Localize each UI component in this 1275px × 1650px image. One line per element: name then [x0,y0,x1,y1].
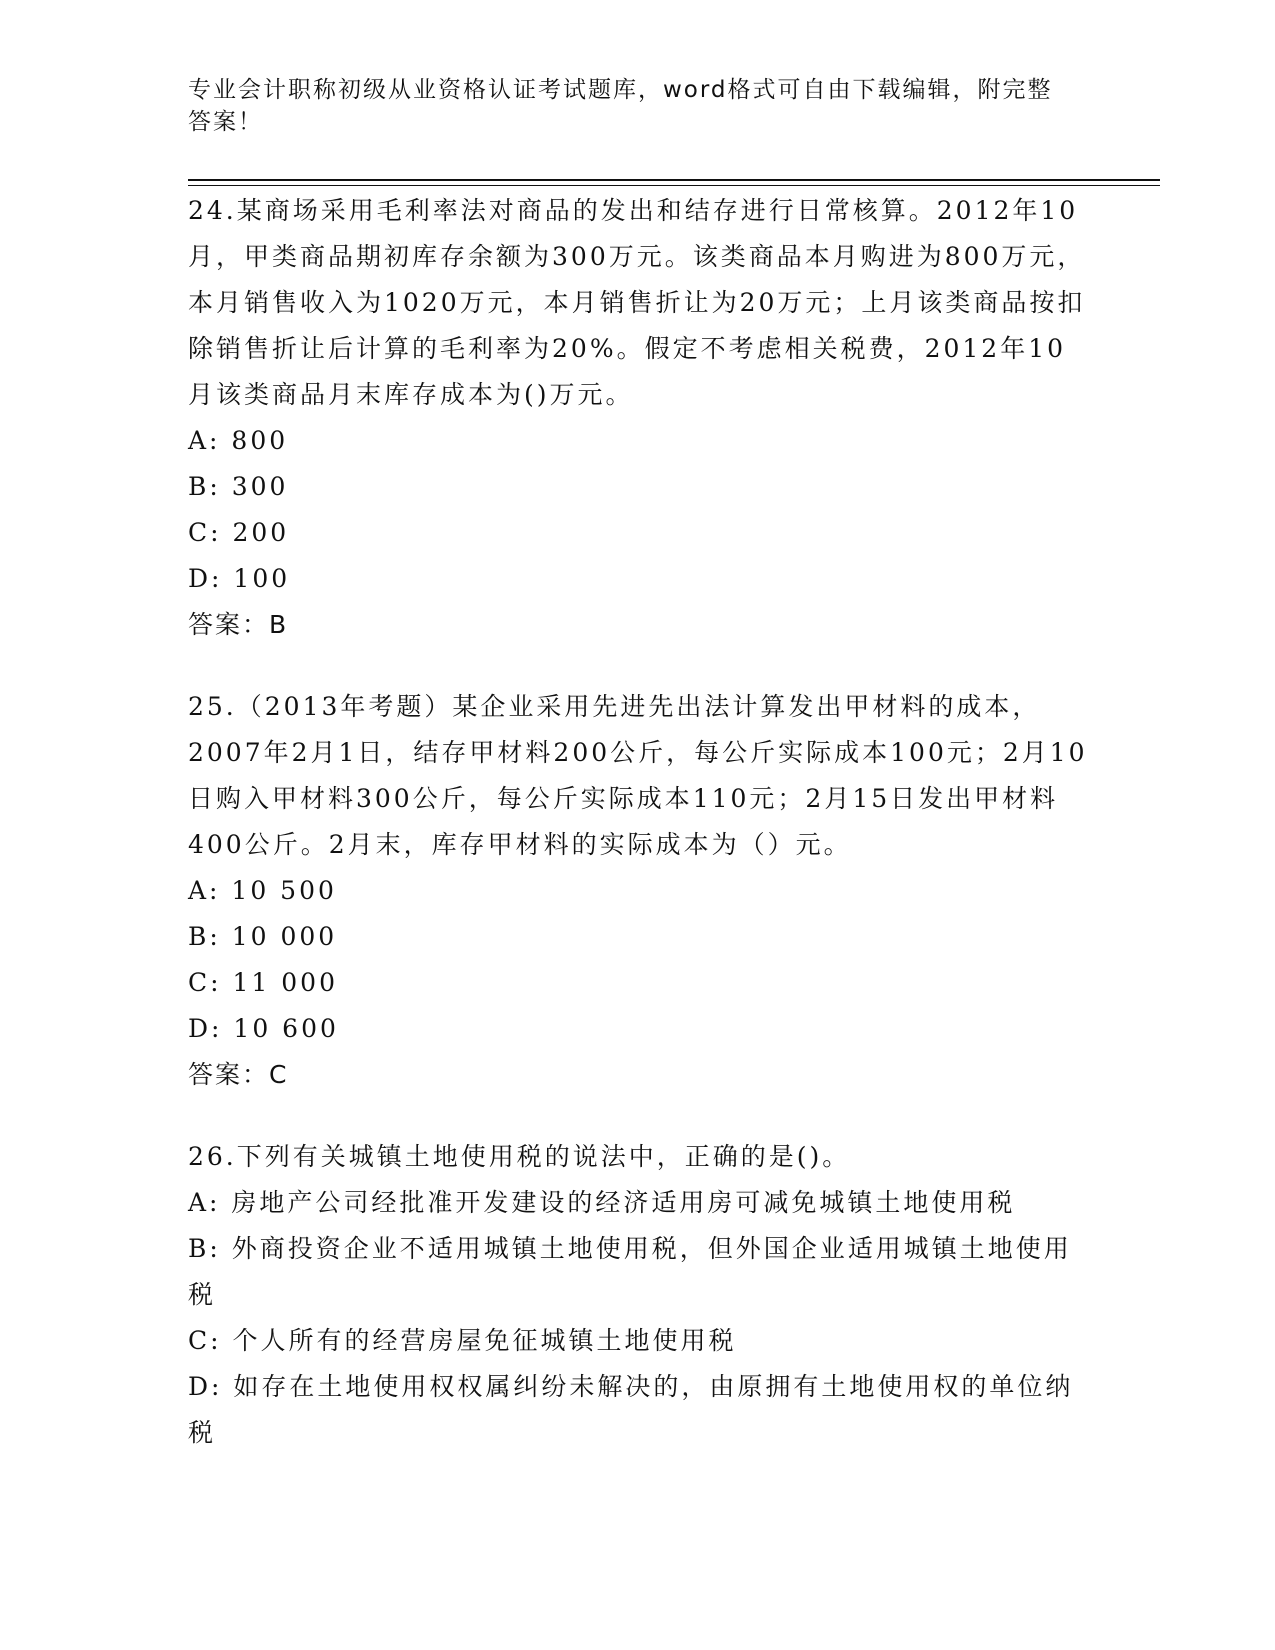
header-divider-thin [188,185,1160,186]
option-a: A: 10 500 [188,876,337,905]
option-b: B: 10 000 [188,922,338,951]
question-25 [188,684,1088,1098]
question-list [188,188,1088,1492]
option-b: B: 外商投资企业不适用城镇土地使用税，但外国企业适用城镇土地使用税 [188,1234,1072,1309]
option-d: D: 100 [188,564,291,593]
option-c: C: 11 000 [188,968,338,997]
question-text: 24.某商场采用毛利率法对商品的发出和结存进行日常核算。2012年10月，甲类商品期初库存余额为300万元。该类商品本月购进为800万元，本月销售收入为1020万元，本月销售折让为20万元；上月该类商品按扣除销售折让后计算的毛利率为20%。假定不考虑相关税费，2012年10月该类商品月末库存成本为()万元。 [188,196,1086,409]
header-divider-thick [188,179,1160,181]
option-d: D: 10 600 [188,1014,339,1043]
option-b: B: 300 [188,472,289,501]
question-text: 26.下列有关城镇土地使用税的说法中，正确的是()。 [188,1142,851,1171]
document-header: 专业会计职称初级从业资格认证考试题库，word格式可自由下载编辑，附完整答案！ [188,77,1053,135]
option-a: A: 800 [188,426,289,455]
option-d: D: 如存在土地使用权权属纠纷未解决的，由原拥有土地使用权的单位纳税 [188,1372,1074,1447]
option-c: C: 200 [188,518,290,547]
option-c: C: 个人所有的经营房屋免征城镇土地使用税 [188,1326,737,1355]
answer-label: 答案：C [188,1060,289,1089]
option-a: A: 房地产公司经批准开发建设的经济适用房可减免城镇土地使用税 [188,1188,1016,1217]
question-text: 25.（2013年考题）某企业采用先进先出法计算发出甲材料的成本，2007年2月1日，结存甲材料200公斤，每公斤实际成本100元；2月10日购入甲材料300公斤，每公斤实际成本110元；2月15日发出甲材料400公斤。2月末，库存甲材料的实际成本为（）元。 [188,692,1088,859]
question-26 [188,1134,1088,1456]
answer-label: 答案：B [188,610,289,639]
question-24 [188,188,1088,648]
